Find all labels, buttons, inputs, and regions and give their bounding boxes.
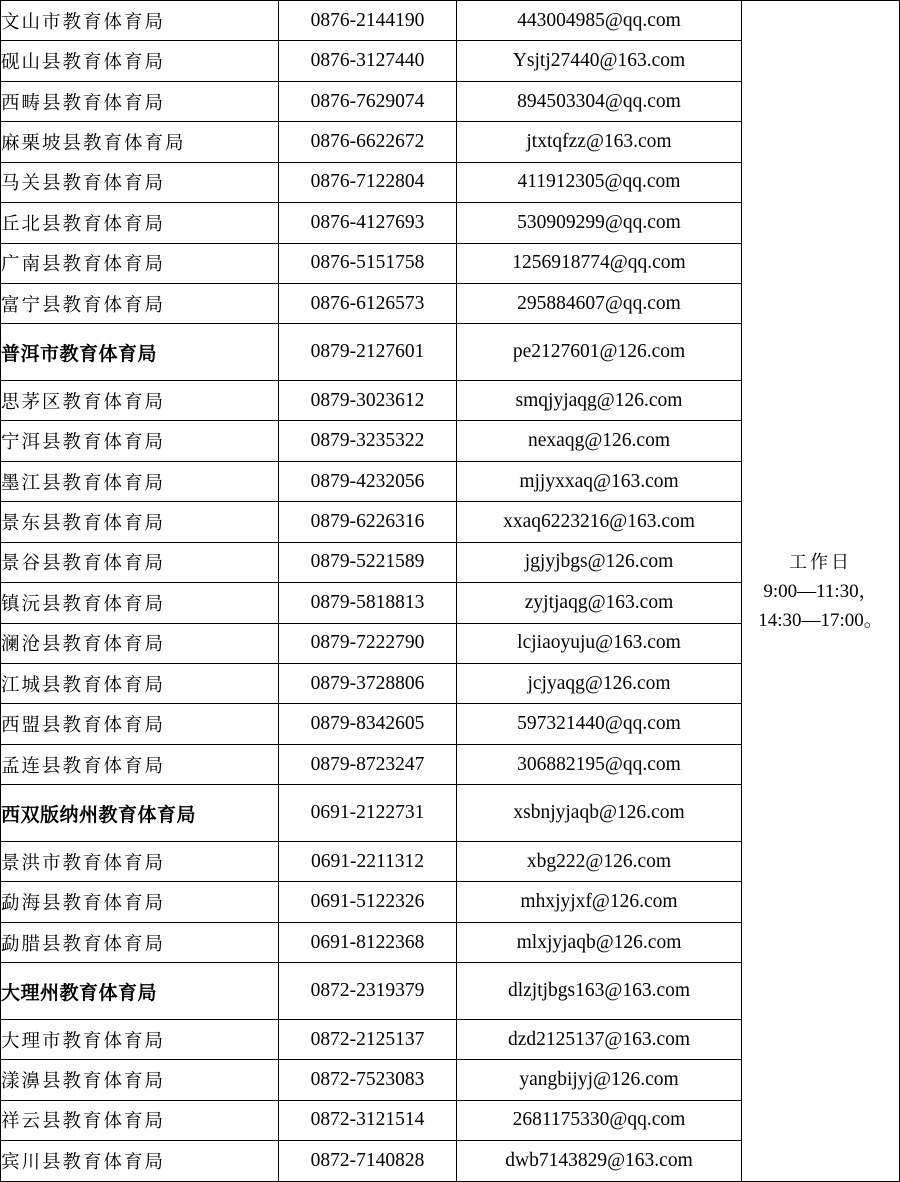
- email-cell: 1256918774@qq.com: [457, 243, 742, 283]
- org-name-cell: 西双版纳州教育体育局: [1, 785, 279, 842]
- org-name-cell: 富宁县教育体育局: [1, 283, 279, 323]
- org-name-cell: 西盟县教育体育局: [1, 704, 279, 744]
- email-cell: pe2127601@126.com: [457, 324, 742, 381]
- org-name-cell: 孟连县教育体育局: [1, 744, 279, 784]
- phone-cell: 0879-5818813: [279, 583, 457, 623]
- email-cell: Ysjtj27440@163.com: [457, 41, 742, 81]
- phone-cell: 0872-3121514: [279, 1100, 457, 1140]
- phone-cell: 0879-3023612: [279, 381, 457, 421]
- email-cell: smqjyjaqg@126.com: [457, 381, 742, 421]
- phone-cell: 0691-2122731: [279, 785, 457, 842]
- email-cell: dzd2125137@163.com: [457, 1019, 742, 1059]
- phone-cell: 0872-7140828: [279, 1141, 457, 1182]
- phone-cell: 0872-2125137: [279, 1019, 457, 1059]
- phone-cell: 0879-5221589: [279, 542, 457, 582]
- email-cell: lcjiaoyuju@163.com: [457, 623, 742, 663]
- email-cell: 894503304@qq.com: [457, 81, 742, 121]
- phone-cell: 0879-6226316: [279, 502, 457, 542]
- phone-cell: 0876-2144190: [279, 1, 457, 41]
- email-cell: mhxjyjxf@126.com: [457, 882, 742, 922]
- org-name-cell: 大理州教育体育局: [1, 963, 279, 1020]
- phone-cell: 0879-4232056: [279, 461, 457, 501]
- email-cell: 411912305@qq.com: [457, 162, 742, 202]
- office-hours-afternoon: 14:30—17:00。: [758, 609, 883, 631]
- table-body: [1, 1, 900, 1182]
- email-cell: xbg222@126.com: [457, 841, 742, 881]
- phone-cell: 0872-2319379: [279, 963, 457, 1020]
- office-hours-title: 工作日: [789, 551, 852, 573]
- phone-cell: 0879-3728806: [279, 664, 457, 704]
- email-cell: xsbnjyjaqb@126.com: [457, 785, 742, 842]
- email-cell: xxaq6223216@163.com: [457, 502, 742, 542]
- email-cell: jgjyjbgs@126.com: [457, 542, 742, 582]
- org-name-cell: 景洪市教育体育局: [1, 841, 279, 881]
- org-name-cell: 墨江县教育体育局: [1, 461, 279, 501]
- org-name-cell: 景东县教育体育局: [1, 502, 279, 542]
- email-cell: 306882195@qq.com: [457, 744, 742, 784]
- org-name-cell: 漾濞县教育体育局: [1, 1060, 279, 1100]
- phone-cell: 0876-7629074: [279, 81, 457, 121]
- email-cell: dwb7143829@163.com: [457, 1141, 742, 1182]
- phone-cell: 0879-8342605: [279, 704, 457, 744]
- phone-cell: 0879-3235322: [279, 421, 457, 461]
- email-cell: 530909299@qq.com: [457, 203, 742, 243]
- email-cell: zyjtjaqg@163.com: [457, 583, 742, 623]
- org-name-cell: 勐腊县教育体育局: [1, 922, 279, 962]
- org-name-cell: 勐海县教育体育局: [1, 882, 279, 922]
- org-name-cell: 西畴县教育体育局: [1, 81, 279, 121]
- org-name-cell: 文山市教育体育局: [1, 1, 279, 41]
- org-name-cell: 普洱市教育体育局: [1, 324, 279, 381]
- phone-cell: 0876-3127440: [279, 41, 457, 81]
- org-name-cell: 镇沅县教育体育局: [1, 583, 279, 623]
- email-cell: jcjyaqg@126.com: [457, 664, 742, 704]
- org-name-cell: 宾川县教育体育局: [1, 1141, 279, 1182]
- org-name-cell: 广南县教育体育局: [1, 243, 279, 283]
- email-cell: jtxtqfzz@163.com: [457, 122, 742, 162]
- phone-cell: 0876-5151758: [279, 243, 457, 283]
- phone-cell: 0876-6622672: [279, 122, 457, 162]
- org-name-cell: 马关县教育体育局: [1, 162, 279, 202]
- office-hours-cell: [742, 1, 900, 1182]
- phone-cell: 0872-7523083: [279, 1060, 457, 1100]
- org-name-cell: 砚山县教育体育局: [1, 41, 279, 81]
- org-name-cell: 丘北县教育体育局: [1, 203, 279, 243]
- table-row: [1, 1, 900, 41]
- email-cell: nexaqg@126.com: [457, 421, 742, 461]
- phone-cell: 0879-2127601: [279, 324, 457, 381]
- email-cell: 597321440@qq.com: [457, 704, 742, 744]
- phone-cell: 0876-6126573: [279, 283, 457, 323]
- org-name-cell: 麻栗坡县教育体育局: [1, 122, 279, 162]
- email-cell: 295884607@qq.com: [457, 283, 742, 323]
- email-cell: dlzjtjbgs163@163.com: [457, 963, 742, 1020]
- phone-cell: 0691-2211312: [279, 841, 457, 881]
- email-cell: mlxjyjaqb@126.com: [457, 922, 742, 962]
- org-name-cell: 江城县教育体育局: [1, 664, 279, 704]
- email-cell: 443004985@qq.com: [457, 1, 742, 41]
- org-name-cell: 景谷县教育体育局: [1, 542, 279, 582]
- phone-cell: 0691-8122368: [279, 922, 457, 962]
- office-hours-morning: 9:00—11:30，: [763, 580, 878, 602]
- org-name-cell: 祥云县教育体育局: [1, 1100, 279, 1140]
- email-cell: mjjyxxaq@163.com: [457, 461, 742, 501]
- phone-cell: 0876-4127693: [279, 203, 457, 243]
- email-cell: 2681175330@qq.com: [457, 1100, 742, 1140]
- org-name-cell: 思茅区教育体育局: [1, 381, 279, 421]
- email-cell: yangbijyj@126.com: [457, 1060, 742, 1100]
- phone-cell: 0876-7122804: [279, 162, 457, 202]
- phone-cell: 0691-5122326: [279, 882, 457, 922]
- org-name-cell: 澜沧县教育体育局: [1, 623, 279, 663]
- phone-cell: 0879-8723247: [279, 744, 457, 784]
- org-name-cell: 大理市教育体育局: [1, 1019, 279, 1059]
- org-name-cell: 宁洱县教育体育局: [1, 421, 279, 461]
- phone-cell: 0879-7222790: [279, 623, 457, 663]
